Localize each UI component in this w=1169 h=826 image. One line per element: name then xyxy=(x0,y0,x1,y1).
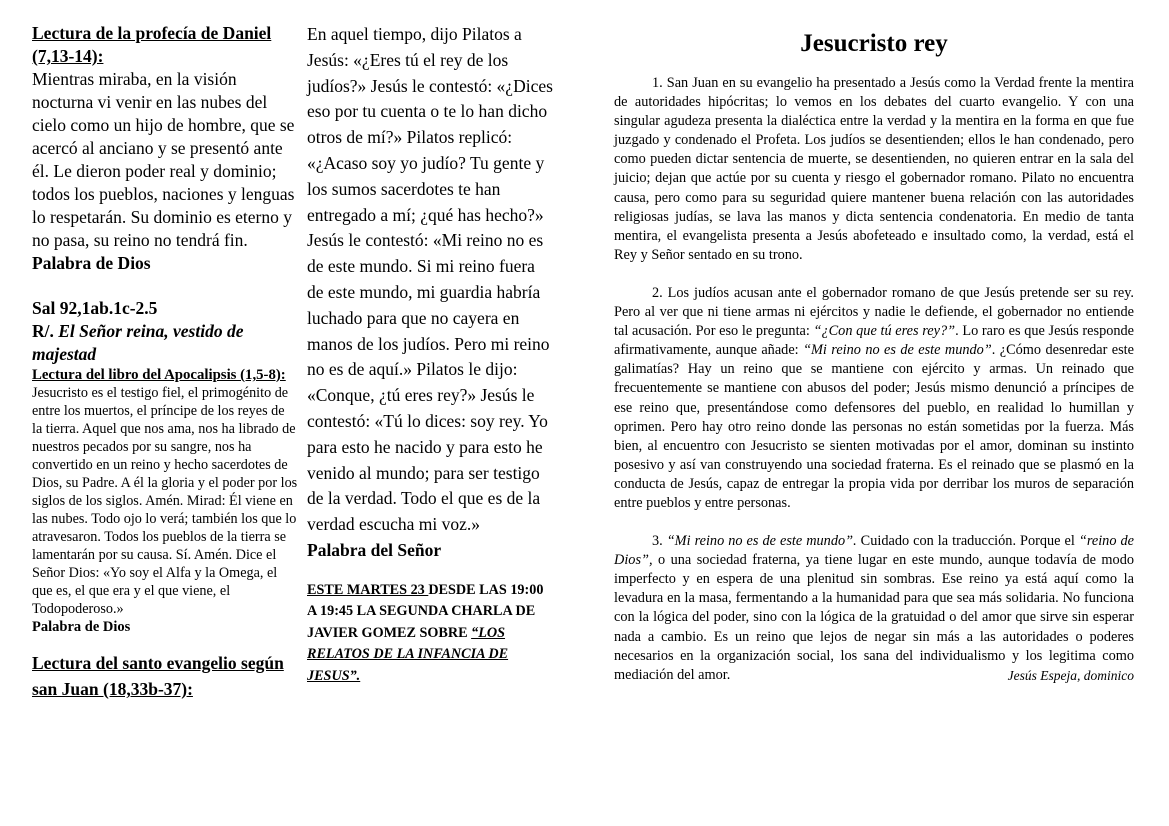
p3-text-b: o una sociedad fraterna, ya tiene lugar en este mundo, aunque todavía de modo imperfecto y en espera de una plenitud sin sombras. Ese reino ya está aquí como la levadura en la masa, fermentando a la humanidad para que sea más solidaria. No funciona con la lógica del poder, sino con la lógica de la gratuidad o del amor que sirve sin esperar nada a cambio. Es un reino que lejos de negar sin más a las autoridades o poderes necesarios en la organización social, los sana del individualismo y los legitima como mediación del amor. xyxy=(614,552,1134,683)
palabra-de-dios-2: Palabra de Dios xyxy=(32,619,131,635)
article-author: Jesús Espeja, dominico xyxy=(1007,667,1134,683)
apocalypse-reading-text: Jesucristo es el testigo fiel, el primogénito de entre los muertos, el príncipe de los reyes de la tierra. Aquel que nos ama, nos ha librado de nuestros pecados por su sangre, nos ha convertido en un reino y hecho sacerdotes de Dios, su Padre. A él la gloria y el poder por los siglos de los siglos. Amén. Mirad: Él viene en las nubes. Todo ojo lo verá; también los que lo atravesaron. Todos los pueblos de la tierra se lamentarán por su causa. Sí. Amén. Dice el Señor Dios: «Yo soy el Alfa y la Omega, el que es, el que era y el que viene, el Todopoderoso.» xyxy=(32,385,298,617)
psalm-response-prefix: R/. xyxy=(32,321,54,341)
daniel-reading-title: Lectura de la profecía de Daniel (7,13-14): xyxy=(32,23,272,66)
article-paragraph-3 xyxy=(614,532,1134,685)
p2-quote-2: “Mi reino no es de este mundo” xyxy=(803,342,992,359)
apocalypse-reading-title: Lectura del libro del Apocalipsis (1,5-8): xyxy=(32,367,286,383)
left-column xyxy=(32,22,298,702)
psalm-response xyxy=(32,320,298,366)
announcement xyxy=(307,580,555,688)
p2-text-b: . Lo raro es que Jesús responde afirmativamente, aunque añade: xyxy=(614,323,1135,359)
p2-text-a: 2. Los judíos acusan ante el gobernador romano de que Jesús pretende ser su rey. Pero al ver que ni tiene armas ni ejércitos y nadie le defiende, el gobernador no entiende tal acusación. Por eso le pregunta: xyxy=(614,284,1134,340)
p3-quote-1: “Mi reino no es de este mundo”. xyxy=(666,533,857,550)
psalm-response-text: El Señor reina, vestido de majestad xyxy=(32,321,244,364)
p2-quote-1: “¿Con que tú eres rey?” xyxy=(813,323,956,340)
psalm-reference: Sal 92,1ab.1c-2.5 xyxy=(32,298,158,318)
middle-column xyxy=(307,22,555,687)
palabra-del-senor: Palabra del Señor xyxy=(307,539,442,560)
palabra-de-dios-1: Palabra de Dios xyxy=(32,253,151,273)
p3-text-a: Cuidado con la traducción. Porque el xyxy=(856,533,1079,550)
p3-number: 3. xyxy=(652,533,667,550)
p2-text-c: . ¿Cómo desenredar este galimatías? Hay un reino que se mantiene con ejército y armas. Un reinado que frecuentemente se mantiene con abusos del poder; Jesús mismo denunció a príncipes de ese reino que, presentándose como defensores del pueblo, en realidad lo humillan y oprimen. Pero hay otro reino donde las personas no están sometidas por la fuerza. Más bien, al encuentro con Jesucristo se sienten motivadas por el amor, dominan su instinto posesivo y así van construyendo una sociedad fraterna. Es el reinado que se plasmó en la conducta de Jesús, capaz de entregar la propia vida por derribar los muros de separación entre pueblos y entre personas. xyxy=(614,342,1134,511)
article-paragraph-2 xyxy=(614,284,1134,513)
daniel-reading-text: Mientras miraba, en la visión nocturna vi venir en las nubes del cielo como un hijo de hombre, que se acercó al anciano y se presentó ante él. Le dieron poder real y dominio; todos los pueblos, naciones y lenguas lo respetarán. Su dominio es eterno y no pasa, su reino no tendrá fin. xyxy=(32,69,295,250)
gospel-reading-title: Lectura del santo evangelio según san Juan (18,33b-37): xyxy=(32,653,284,699)
announcement-date: ESTE MARTES 23 xyxy=(307,581,429,598)
announcement-main: DESDE LAS 19:00 A 19:45 LA SEGUNDA CHARLA DE JAVIER GOMEZ SOBRE xyxy=(307,581,544,641)
announcement-topic: “LOS RELATOS DE LA INFANCIA DE JESUS”. xyxy=(307,624,509,684)
article-column xyxy=(614,22,1134,704)
p3-quote-2: “reino de Dios”, xyxy=(614,533,1134,569)
article-paragraph-1: 1. San Juan en su evangelio ha presentado a Jesús como la Verdad frente la mentira de autoridades hipócritas; lo vemos en los debates del cuarto evangelio. Y con una singular agudeza presenta la dialéctica entre la verdad y la mentira en la forma en que fue juzgado y condenado el Profeta. Los judíos se desentienden; ellos le han condenado, pero como pueden dictar sentencia de muerte, se desentienden, no quieren entrar en la sala del juicio; dejan que actúe por su cuenta y riesgo el gobernador romano. Pilato no encuentra causa, pero como para su seguridad quiere mantener buena relación con las autoridades religiosas judías, se lava las manos y dicta sentencia condenatoria. En medio de tanta mentira, el evangelista presenta a Jesús abofeteado e insultado como, la verdad, está el Rey y Señor sentado en su trono. xyxy=(614,75,1134,263)
article-title: Jesucristo rey xyxy=(800,30,948,57)
gospel-text: En aquel tiempo, dijo Pilatos a Jesús: «¿Eres tú el rey de los judíos?» Jesús le contestó: «¿Dices eso por tu cuenta o te lo han dicho otros de mí?» Pilatos replicó: «¿Acaso soy yo judío? Tu gente y los sumos sacerdotes te han entregado a mí; ¿qué has hecho?» Jesús le contestó: «Mi reino no es de este mundo. Si mi reino fuera de este mundo, mi guardia habría luchado para que no cayera en manos de los judíos. Pero mi reino no es de aquí.» Pilatos le dijo: «Conque, ¿tú eres rey?» Jesús le contestó: «Tú lo dices: soy rey. Yo para esto he nacido y para esto he venido al mundo; para ser testigo de la verdad. Todo el que es de la verdad escucha mi voz.» xyxy=(307,24,553,535)
